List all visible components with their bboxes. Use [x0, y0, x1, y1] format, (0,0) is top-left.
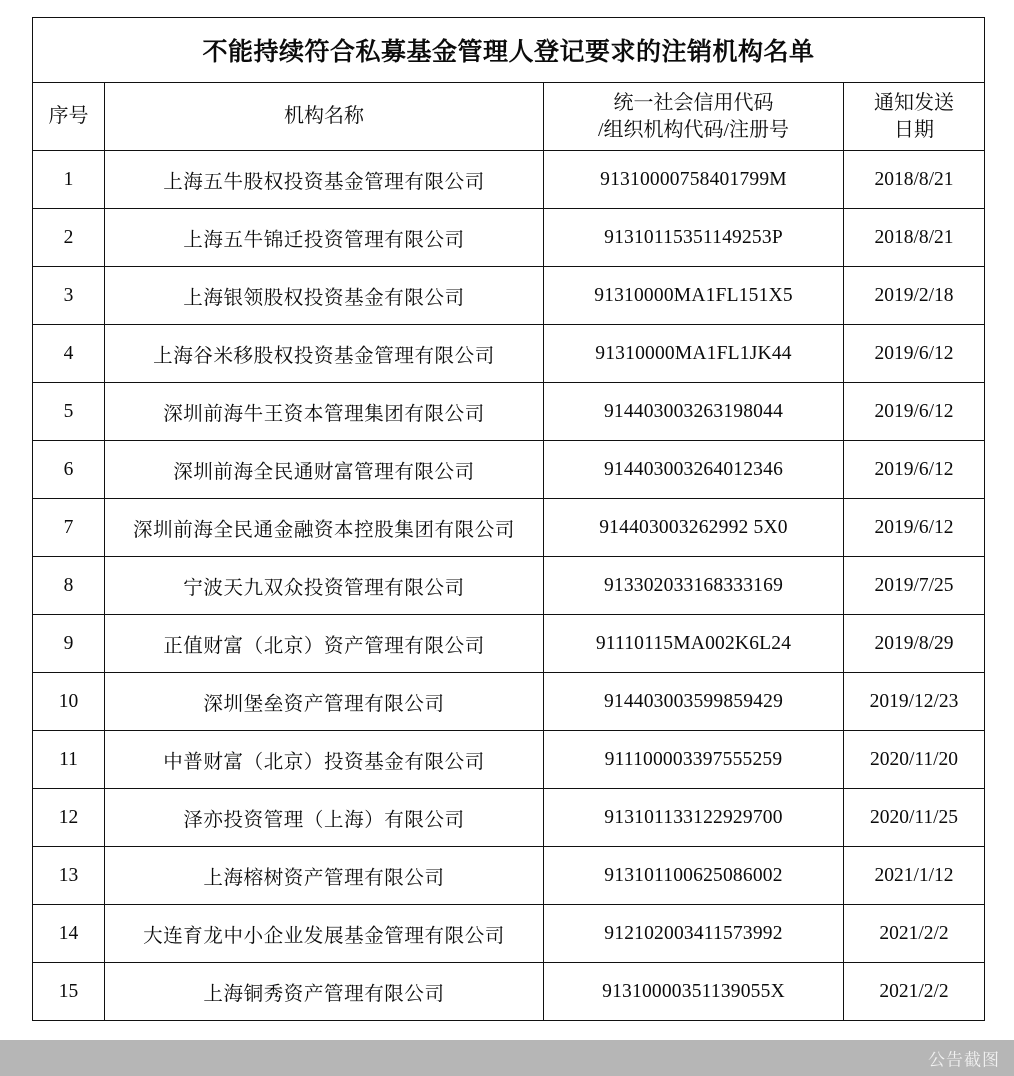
- row-notice-date: 2019/6/12: [844, 383, 985, 441]
- row-credit-code: 91110115MA002K6L24: [544, 615, 844, 673]
- row-credit-code: 91310000MA1FL151X5: [544, 267, 844, 325]
- table-row: [33, 905, 985, 963]
- row-credit-code: 913101100625086002: [544, 847, 844, 905]
- row-index: 2: [33, 209, 105, 267]
- row-institution-name: 上海榕树资产管理有限公司: [105, 847, 544, 905]
- column-header-index: 序号: [33, 83, 105, 151]
- row-index: 12: [33, 789, 105, 847]
- row-notice-date: 2021/2/2: [844, 905, 985, 963]
- row-institution-name: 宁波天九双众投资管理有限公司: [105, 557, 544, 615]
- row-notice-date: 2019/2/18: [844, 267, 985, 325]
- row-index: 7: [33, 499, 105, 557]
- row-notice-date: 2019/6/12: [844, 325, 985, 383]
- column-header-code-line1: 统一社会信用代码: [613, 91, 774, 114]
- row-institution-name: 深圳堡垒资产管理有限公司: [105, 673, 544, 731]
- table-row: [33, 673, 985, 731]
- row-index: 13: [33, 847, 105, 905]
- row-institution-name: 大连育龙中小企业发展基金管理有限公司: [105, 905, 544, 963]
- row-notice-date: 2018/8/21: [844, 151, 985, 209]
- table-row: [33, 325, 985, 383]
- table-row: [33, 441, 985, 499]
- row-institution-name: 泽亦投资管理（上海）有限公司: [105, 789, 544, 847]
- row-notice-date: 2019/6/12: [844, 441, 985, 499]
- watermark-bar: [0, 1040, 1014, 1076]
- title-row: [33, 18, 985, 83]
- row-institution-name: 上海银领股权投资基金有限公司: [105, 267, 544, 325]
- announcement-table-container: [32, 17, 984, 1021]
- column-header-code-line2: /组织机构代码/注册号: [597, 118, 790, 141]
- row-institution-name: 上海铜秀资产管理有限公司: [105, 963, 544, 1021]
- column-header-date: [844, 83, 985, 151]
- row-notice-date: 2019/6/12: [844, 499, 985, 557]
- row-institution-name: 上海五牛股权投资基金管理有限公司: [105, 151, 544, 209]
- column-header-code: [544, 83, 844, 151]
- row-institution-name: 深圳前海牛王资本管理集团有限公司: [105, 383, 544, 441]
- row-institution-name: 上海五牛锦迁投资管理有限公司: [105, 209, 544, 267]
- row-credit-code: 914403003264012346: [544, 441, 844, 499]
- header-row: [33, 83, 985, 151]
- row-notice-date: 2019/8/29: [844, 615, 985, 673]
- row-credit-code: 911100003397555259: [544, 731, 844, 789]
- row-index: 15: [33, 963, 105, 1021]
- row-notice-date: 2019/12/23: [844, 673, 985, 731]
- table-row: [33, 615, 985, 673]
- row-index: 6: [33, 441, 105, 499]
- row-institution-name: 正值财富（北京）资产管理有限公司: [105, 615, 544, 673]
- row-index: 1: [33, 151, 105, 209]
- row-index: 8: [33, 557, 105, 615]
- row-credit-code: 91310000MA1FL1JK44: [544, 325, 844, 383]
- row-index: 10: [33, 673, 105, 731]
- row-credit-code: 914403003599859429: [544, 673, 844, 731]
- row-credit-code: 91310000351139055X: [544, 963, 844, 1021]
- table-row: [33, 499, 985, 557]
- row-institution-name: 深圳前海全民通财富管理有限公司: [105, 441, 544, 499]
- page-title: 不能持续符合私募基金管理人登记要求的注销机构名单: [33, 18, 985, 83]
- row-credit-code: 91310000758401799M: [544, 151, 844, 209]
- row-credit-code: 912102003411573992: [544, 905, 844, 963]
- row-credit-code: 914403003263198044: [544, 383, 844, 441]
- row-notice-date: 2019/7/25: [844, 557, 985, 615]
- table-body: [33, 18, 985, 1021]
- row-index: 9: [33, 615, 105, 673]
- row-institution-name: 上海谷米移股权投资基金管理有限公司: [105, 325, 544, 383]
- row-institution-name: 深圳前海全民通金融资本控股集团有限公司: [105, 499, 544, 557]
- row-index: 11: [33, 731, 105, 789]
- row-index: 5: [33, 383, 105, 441]
- row-index: 14: [33, 905, 105, 963]
- row-notice-date: 2020/11/25: [844, 789, 985, 847]
- row-institution-name: 中普财富（北京）投资基金有限公司: [105, 731, 544, 789]
- table-row: [33, 557, 985, 615]
- table-row: [33, 383, 985, 441]
- row-credit-code: 913302033168333169: [544, 557, 844, 615]
- table-row: [33, 963, 985, 1021]
- row-notice-date: 2021/2/2: [844, 963, 985, 1021]
- table-row: [33, 789, 985, 847]
- row-notice-date: 2021/1/12: [844, 847, 985, 905]
- watermark-label: 公告截图: [928, 1050, 1000, 1070]
- column-header-name: 机构名称: [105, 83, 544, 151]
- row-notice-date: 2020/11/20: [844, 731, 985, 789]
- row-credit-code: 913101133122929700: [544, 789, 844, 847]
- table-row: [33, 847, 985, 905]
- cancelled-institutions-table: [32, 17, 985, 1021]
- column-header-date-line2: 日期: [894, 118, 934, 141]
- table-row: [33, 209, 985, 267]
- table-row: [33, 151, 985, 209]
- row-credit-code: 914403003262992 5X0: [544, 499, 844, 557]
- column-header-date-line1: 通知发送: [874, 91, 954, 114]
- row-index: 3: [33, 267, 105, 325]
- row-index: 4: [33, 325, 105, 383]
- table-row: [33, 267, 985, 325]
- row-credit-code: 91310115351149253P: [544, 209, 844, 267]
- table-row: [33, 731, 985, 789]
- row-notice-date: 2018/8/21: [844, 209, 985, 267]
